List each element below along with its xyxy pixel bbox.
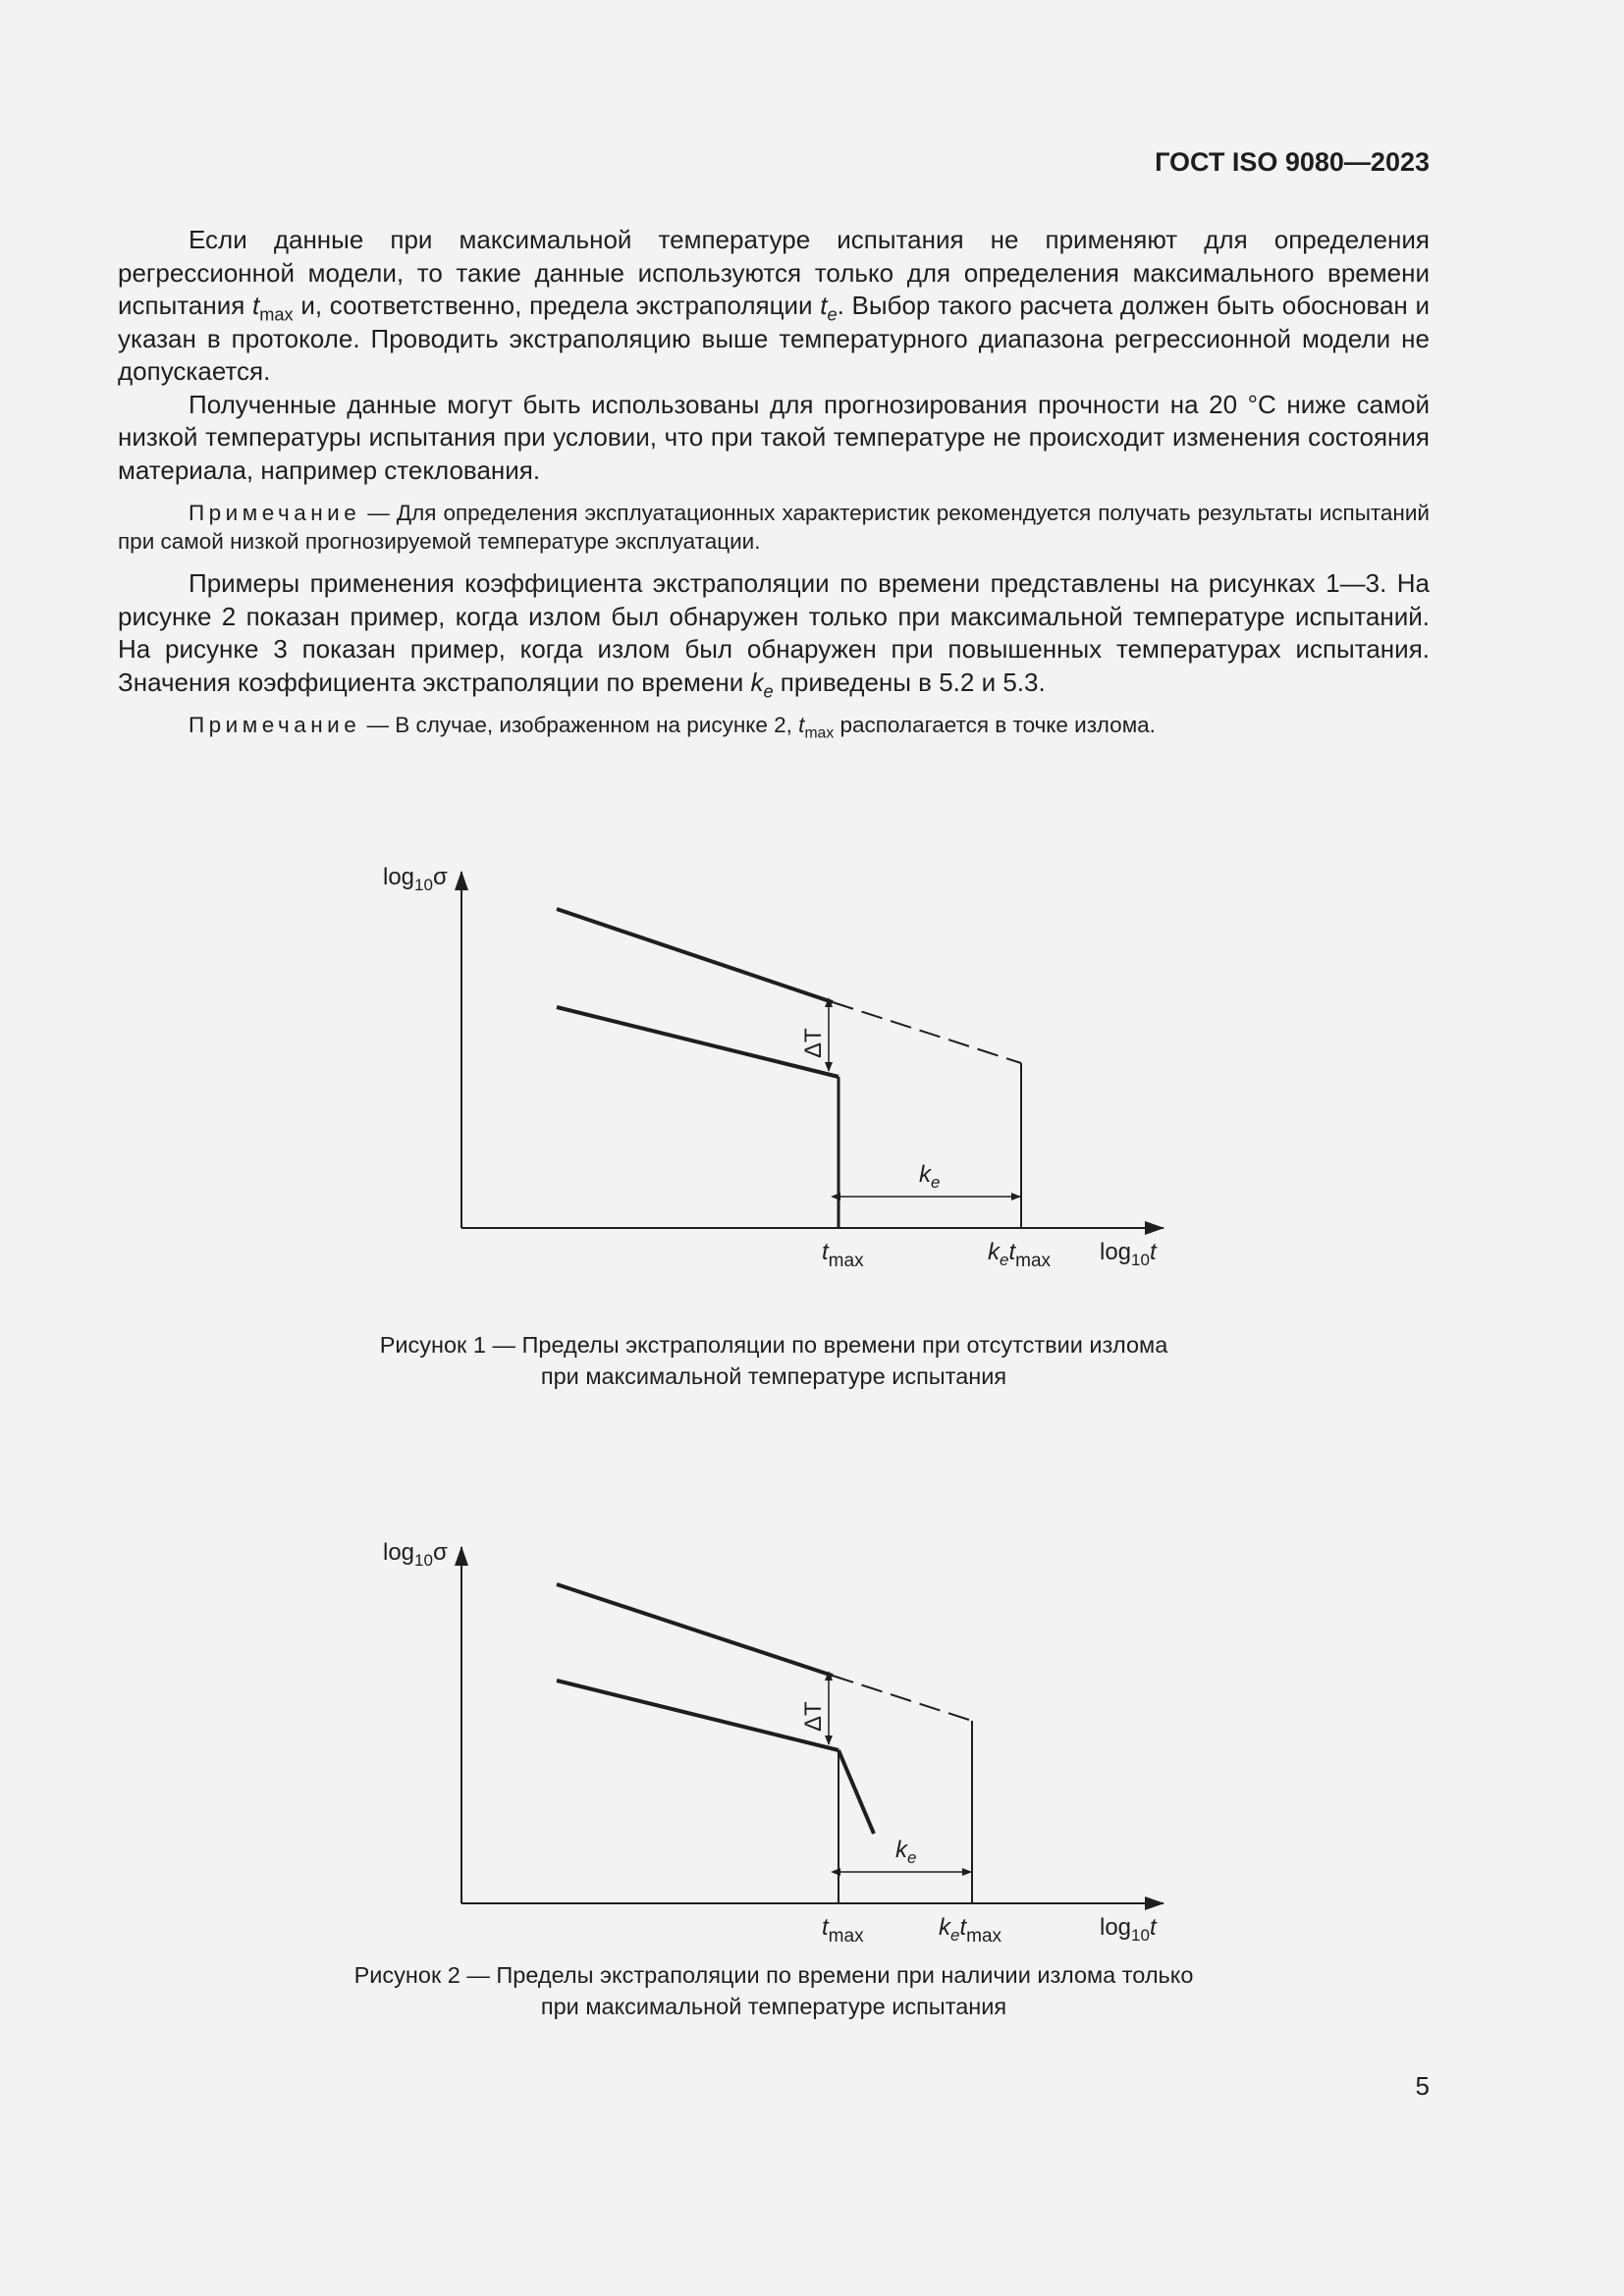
- ke-tmax-label: $k_et_{max}$: [939, 1914, 1002, 1947]
- lower-regression-line: [557, 1007, 839, 1077]
- figure-1-diagram: [0, 844, 1624, 1296]
- x-axis-label: $\log_{10}t$: [1100, 1914, 1157, 1945]
- ke-tmax-label: $k_et_{max}$: [988, 1239, 1052, 1271]
- y-axis-label: $\log_{10}\sigma$: [383, 864, 448, 894]
- delta-t-label: ΔT: [800, 1701, 827, 1732]
- upper-regression-line: [557, 909, 833, 1002]
- paragraph-2: Полученные данные могут быть использованы для прогнозирования прочности на 20 °С ниже самой низкой температуры испытания при условии, что при такой температуре не происходит изменения состояния материала, например стеклования.: [118, 389, 1430, 485]
- paragraph-1: Если данные при максимальной температуре испытания не применяют для определения регрессионной модели, то такие данные используются только для определения максимального времени испытания $t_{max}$ и, соответственно, предела экстраполяции $t_e$. Выбор такого расчета должен быть обоснован и указан в протоколе. Проводить экстраполяцию выше температурного диапазона регрессионной модели не допускается.: [118, 225, 1430, 386]
- extrapolation-dashed-line: [833, 1002, 1021, 1063]
- lower-regression-line: [557, 1681, 839, 1750]
- figure-1-caption: Рисунок 1 — Пределы экстраполяции по времени при отсутствии излома при максимальной температуре испытания: [379, 1332, 1168, 1389]
- figure-2-diagram: [0, 1520, 1624, 1971]
- ke-label: $k_e$: [895, 1837, 917, 1867]
- upper-regression-line: [557, 1584, 833, 1676]
- knee-line: [839, 1750, 874, 1834]
- note-2: Примечание — В случае, изображенном на рисунке 2, $t_{max}$ располагается в точке излома.: [189, 713, 1156, 742]
- tmax-label: $t_{max}$: [822, 1914, 864, 1947]
- body-text: [118, 224, 1430, 742]
- tmax-label: $t_{max}$: [822, 1239, 864, 1271]
- document-header: ГОСТ ISO 9080—2023: [1155, 147, 1430, 177]
- t-e-symbol: $t_e$: [820, 291, 838, 325]
- ke-label: $k_e$: [919, 1161, 941, 1192]
- page-number: 5: [1415, 2071, 1430, 2101]
- extrapolation-dashed-line: [833, 1676, 972, 1721]
- x-axis-label: $\log_{10}t$: [1100, 1239, 1157, 1269]
- t-max-symbol: t: [252, 291, 260, 320]
- paragraph-3: Примеры применения коэффициента экстраполяции по времени представлены на рисунках 1—3. На рисунке 2 показан пример, когда излом был обнаружен только при максимальной температуре испытаний. На рисунке 3 показан пример, когда излом был обнаружен при повышенных температурах испытания. Значения коэффициента экстраполяции по времени $k_e$ приведены в 5.2 и 5.3.: [118, 568, 1430, 701]
- k-e-symbol: $k_e$: [750, 667, 774, 701]
- note-1: Примечание — Для определения эксплуатационных характеристик рекомендуется получать результаты испытаний при самой низкой прогнозируемой температуре эксплуатации.: [118, 501, 1430, 554]
- figure-2-caption: Рисунок 2 — Пределы экстраполяции по времени при наличии излома только при максимальной температуре испытания: [353, 1962, 1194, 2019]
- delta-t-label: ΔT: [800, 1028, 827, 1058]
- y-axis-label: $\log_{10}\sigma$: [383, 1539, 448, 1570]
